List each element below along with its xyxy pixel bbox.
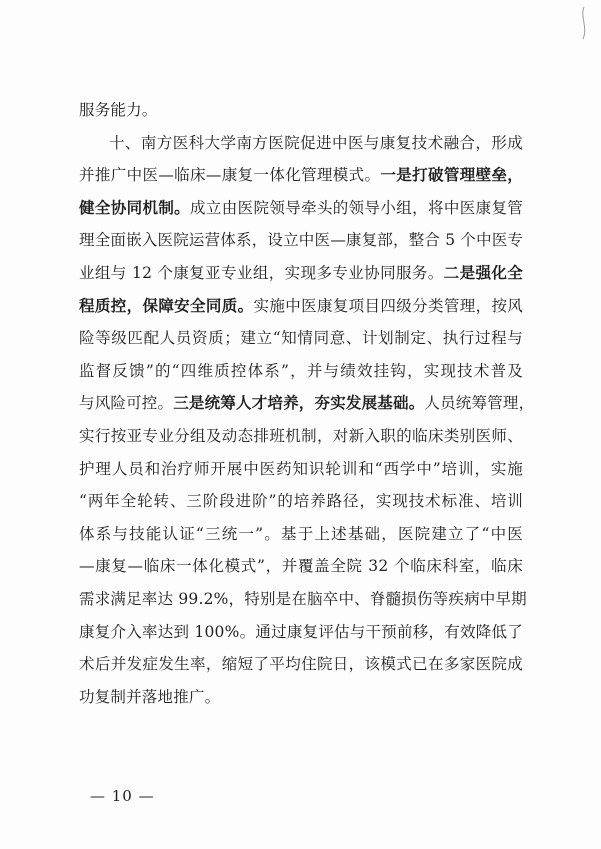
text-line: [79, 159, 523, 192]
text-segment: 监督反馈”的“四维质控体系”，并与绩效挂钩，实现技术普及: [79, 361, 523, 380]
text-line: [79, 387, 535, 420]
text-segment: 实施中医康复项目四级分类管理，按风: [253, 296, 524, 315]
text-segment: 需求满足率达 99.2%，特别是在脑卒中、脊髓损伤等疾病中早期: [79, 589, 527, 608]
text-line: [79, 355, 523, 388]
text-segment: 并推广中医—临床—康复一体化管理模式。: [79, 166, 381, 185]
page-number: — 10 —: [90, 787, 155, 805]
text-line: [79, 224, 523, 257]
text-line: [79, 257, 523, 290]
text-segment: 实行按亚专业分组及动态排班机制，对新入职的临床类别医师、: [79, 426, 523, 445]
text-line: [79, 192, 523, 225]
binding-mark: [577, 6, 591, 40]
text-line: [79, 648, 523, 681]
text-line: [79, 518, 523, 551]
text-segment: —康复—临床一体化模式”，并覆盖全院 32 个临床科室，临床: [79, 557, 523, 576]
text-segment: 十、南方医科大学南方医院促进中医与康复技术融合，形成: [109, 133, 523, 152]
text-line: [79, 322, 523, 355]
text-segment: 护理人员和治疗师开展中医药知识轮训和“西学中”培训，实施: [79, 459, 523, 478]
text-line: [79, 290, 523, 323]
body-text: [79, 94, 535, 713]
text-line: [79, 550, 523, 583]
text-line: [79, 127, 523, 160]
bold-text-segment: 二是强化全: [443, 263, 523, 282]
text-segment: 康复介入率达到 100%。通过康复评估与干预前移，有效降低了: [79, 622, 523, 641]
bold-text-segment: 健全协同机制。: [79, 198, 191, 217]
text-line: [79, 94, 523, 127]
text-line: [79, 420, 523, 453]
text-segment: 体系与技能认证“三统一”。基于上述基础，医院建立了“中医: [79, 524, 523, 543]
text-segment: “两年全轮转、三阶段进阶”的培养路径，实现技术标准、培训: [79, 492, 523, 511]
text-line: [79, 583, 527, 616]
text-segment: 险等级匹配人员资质；建立“知情同意、计划制定、执行过程与: [79, 329, 523, 348]
text-line: [79, 616, 523, 649]
text-segment: 人员统筹管理，: [424, 394, 535, 413]
text-segment: 与风险可控。: [79, 394, 174, 413]
text-segment: 功复制并落地推广。: [79, 687, 221, 706]
text-segment: 业组与 12 个康复亚专业组，实现多专业协同服务。: [79, 263, 444, 282]
bold-text-segment: 程质控，保障安全同质。: [79, 296, 254, 315]
text-segment: 成立由医院领导牵头的领导小组，将中医康复管: [190, 198, 524, 217]
bold-text-segment: 一是打破管理壁垒，: [380, 166, 523, 185]
bold-text-segment: 三是统筹人才培养，夯实发展基础。: [173, 394, 425, 413]
text-line: [79, 485, 523, 518]
text-segment: 服务能力。: [79, 101, 158, 119]
text-segment: 术后并发症发生率，缩短了平均住院日，该模式已在多家医院成: [79, 655, 523, 674]
text-line: [79, 453, 523, 486]
text-line: [79, 681, 523, 714]
text-segment: 理全面嵌入医院运营体系，设立中医—康复部，整合 5 个中医专: [79, 231, 524, 250]
